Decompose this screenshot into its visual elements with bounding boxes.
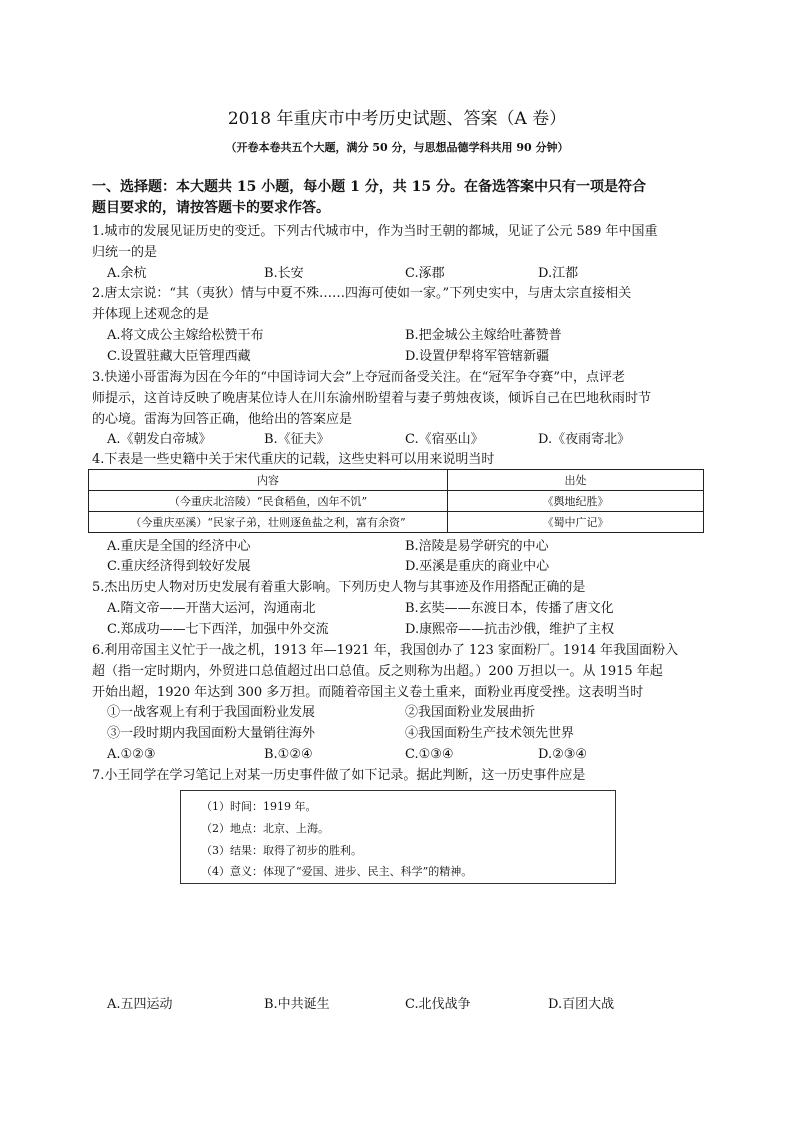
note-item: （4）意义：体现了“爱国、进步、民主、科学”的精神。	[201, 865, 473, 878]
table-header-content: 内容	[89, 470, 448, 491]
section-heading-line-2: 题目要求的，请按答题卡的要求作答。	[92, 200, 330, 216]
document-subtitle: （开卷本卷共五个大题，满分 50 分，与思想品德学科共用 90 分钟）	[225, 141, 569, 154]
table-cell-source: 《舆地纪胜》	[448, 491, 704, 512]
section-heading-line-1: 一、选择题：本大题共 15 小题，每小题 1 分，共 15 分。在备选答案中只有一项是符合	[92, 179, 646, 195]
q6-stem-line-1: 6.利用帝国主义忙于一战之机，1913 年—1921 年，我国创办了 123 家面粉厂。1914 年我国面粉入	[92, 643, 679, 658]
q3-option-a: A.《朝发白帝城》	[107, 432, 212, 447]
q7-option-b: B.中共诞生	[264, 997, 330, 1012]
q7-stem-line-1: 7.小王同学在学习笔记上对某一历史事件做了如下记录。据此判断，这一历史事件应是	[92, 768, 586, 783]
q5-stem-line-1: 5.杰出历史人物对历史发展有着重大影响。下列历史人物与其事迹及作用搭配正确的是	[92, 580, 586, 595]
q2-option-a: A.将文成公主嫁给松赞干布	[107, 328, 264, 343]
section-heading	[92, 177, 646, 219]
q3-option-c: C.《宿巫山》	[405, 432, 484, 447]
q4-option-d: D.巫溪是重庆的商业中心	[405, 559, 550, 574]
table-row	[89, 491, 704, 512]
q3-stem-line-3: 的心境。雷海为回答正确，他给出的答案应是	[92, 412, 353, 427]
q2-option-d: D.设置伊犁将军管辖新疆	[405, 349, 550, 364]
q3-option-d: D.《夜雨寄北》	[538, 432, 631, 447]
q6-option-a: A.①②③	[107, 747, 156, 762]
note-item: （2）地点：北京、上海。	[201, 822, 329, 835]
q6-statement-2: ②我国面粉业发展曲折	[405, 705, 536, 720]
q6-option-d: D.②③④	[538, 747, 588, 762]
q4-option-c: C.重庆经济得到较好发展	[107, 559, 251, 574]
q7-option-a: A.五四运动	[107, 997, 173, 1012]
q3-option-b: B.《征夫》	[264, 432, 330, 447]
q1-stem-line-1: 1.城市的发展见证历史的变迁。下列古代城市中，作为当时王朝的都城，见证了公元 589 年中国重	[92, 224, 658, 239]
q7-option-c: C.北伐战争	[405, 997, 471, 1012]
table-cell-content: （今重庆巫溪）“民家子弟，壮则逐鱼盐之利，富有余资”	[89, 512, 448, 533]
table-header-row	[89, 470, 704, 491]
study-notes-box	[180, 790, 616, 884]
q5-option-d: D.康熙帝——抗击沙俄，维护了主权	[405, 622, 615, 637]
q1-option-d: D.江都	[538, 266, 579, 281]
note-item: （3）结果：取得了初步的胜利。	[201, 844, 362, 857]
q1-option-a: A.余杭	[107, 266, 147, 281]
q6-stem-line-3: 开始出超，1920 年达到 300 多万担。而随着帝国主义卷土重来，面粉业再度受挫。这表明当时	[92, 685, 644, 700]
q6-statement-3: ③一段时期内我国面粉大量销往海外	[107, 726, 316, 741]
q6-statement-1: ①一战客观上有利于我国面粉业发展	[107, 705, 316, 720]
q5-option-a: A.隋文帝——开凿大运河，沟通南北	[107, 601, 316, 616]
q6-option-b: B.①②④	[264, 747, 313, 762]
q6-stem-line-2: 超（指一定时期内，外贸进口总值超过出口总值。反之则称为出超。）200 万担以一。从 1915 年起	[92, 664, 663, 679]
q3-stem-line-2: 师提示，这首诗反映了晚唐某位诗人在川东渝州盼望着与妻子剪烛夜谈，倾诉自己在巴地秋雨时节	[92, 391, 652, 406]
q5-option-c: C.郑成功——七下西洋，加强中外交流	[107, 622, 329, 637]
q2-option-c: C.设置驻藏大臣管理西藏	[107, 349, 251, 364]
table-cell-source: 《蜀中广记》	[448, 512, 704, 533]
q1-option-c: C.涿郡	[405, 266, 445, 281]
q2-stem-line-1: 2.唐太宗说：“其（夷狄）情与中夏不殊……四海可使如一家。”下列史实中，与唐太宗直接相关	[92, 286, 632, 301]
note-item: （1）时间：1919 年。	[201, 800, 317, 813]
q1-stem-line-2: 归统一的是	[92, 245, 158, 260]
q4-option-a: A.重庆是全国的经济中心	[107, 539, 251, 554]
q6-option-c: C.①③④	[405, 747, 454, 762]
q4-stem-line-1: 4.下表是一些史籍中关于宋代重庆的记载，这些史料可以用来说明当时	[92, 452, 495, 467]
q6-statement-4: ④我国面粉生产技术领先世界	[405, 726, 575, 741]
source-table	[88, 469, 704, 533]
q7-option-d: D.百团大战	[548, 997, 615, 1012]
q4-option-b: B.涪陵是易学研究的中心	[405, 539, 549, 554]
document-title: 2018 年重庆市中考历史试题、答案（A 卷）	[227, 109, 567, 129]
table-cell-content: （今重庆北涪陵）“民食稻鱼，凶年不饥”	[89, 491, 448, 512]
q5-option-b: B.玄奘——东渡日本，传播了唐文化	[405, 601, 614, 616]
table-row	[89, 512, 704, 533]
q2-stem-line-2: 并体现上述观念的是	[92, 307, 210, 322]
q2-option-b: B.把金城公主嫁给吐蕃赞普	[405, 328, 562, 343]
table-header-source: 出处	[448, 470, 704, 491]
q3-stem-line-1: 3.快递小哥雷海为因在今年的“中国诗词大会”上夺冠而备受关注。在“冠军争夺赛”中，点评老	[92, 370, 625, 385]
q1-option-b: B.长安	[264, 266, 304, 281]
